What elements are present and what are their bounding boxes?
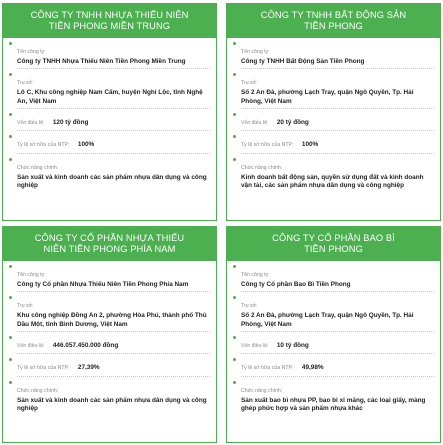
field-value: 20 tỷ đồng — [276, 118, 309, 126]
bullet-icon — [9, 358, 12, 361]
ownership-field — [233, 133, 434, 154]
bullet-icon — [233, 42, 236, 45]
field-label: Tên công ty: — [17, 49, 46, 55]
field-value: 446.057.450.000 đồng — [52, 341, 119, 349]
field-value: Sản xuất và kinh doanh các sản phẩm nhựa dân dụng và công nghiệp — [17, 173, 207, 190]
bullet-icon — [9, 42, 12, 45]
field-label: Trụ sở: — [241, 303, 258, 310]
bullet-icon — [233, 358, 236, 361]
bullet-icon — [9, 265, 12, 268]
capital-field — [233, 334, 434, 355]
field-label: Chức năng chính: — [241, 164, 283, 171]
field-label: Tên công ty: — [241, 49, 270, 55]
ownership-field — [233, 356, 434, 377]
subsidiary-card-bao-bi — [226, 226, 441, 443]
company-name-field — [9, 40, 210, 69]
field-value: Số 2 An Đà, phường Lạch Tray, quận Ngô Quyền, Tp. Hải Phòng, Việt Nam — [241, 312, 414, 328]
field-label: Trụ sở: — [17, 80, 34, 87]
bullet-icon — [9, 336, 12, 339]
field-label: Trụ sở: — [241, 80, 258, 87]
field-label: Trụ sở: — [17, 303, 34, 310]
bullet-icon — [233, 296, 236, 299]
business-field — [233, 156, 434, 191]
address-field — [9, 294, 210, 332]
company-name-field — [233, 40, 434, 69]
bullet-icon — [9, 158, 12, 161]
field-value: Công ty TNHH Bất Động Sản Tiền Phong — [241, 58, 365, 65]
bullet-icon — [9, 135, 12, 138]
field-label: Tên công ty: — [17, 272, 46, 278]
bullet-icon — [233, 336, 236, 339]
field-value: 27,39% — [77, 364, 100, 372]
field-value: Số 2 An Đà, phường Lạch Tray, quận Ngô Quyền, Tp. Hải Phòng, Việt Nam — [241, 89, 414, 105]
field-value: 49,98% — [301, 364, 324, 372]
business-field — [233, 379, 434, 414]
bullet-icon — [233, 381, 236, 384]
field-label: Tỷ lệ sở hữu của NTP: — [241, 142, 294, 149]
field-label: Vốn điều lệ: — [17, 119, 45, 126]
bullet-icon — [233, 113, 236, 116]
field-value: 100% — [301, 141, 319, 149]
field-value: 120 tỷ đồng — [52, 118, 89, 126]
field-label: Tỷ lệ sở hữu của NTP: — [241, 365, 294, 372]
business-field — [9, 379, 210, 414]
bullet-icon — [233, 73, 236, 76]
field-label: Chức năng chính: — [241, 387, 283, 394]
bullet-icon — [9, 113, 12, 116]
card-title: CÔNG TY TNHH BẤT ĐỘNG SẢN TIỀN PHONG — [227, 4, 440, 38]
card-title: CÔNG TY CỔ PHẦN BAO BÌ TIỀN PHONG — [227, 227, 440, 261]
capital-field — [9, 111, 210, 132]
field-label: Tỷ lệ sở hữu của NTP: — [17, 365, 70, 372]
field-label: Chức năng chính: — [17, 387, 59, 394]
field-value: Lô C, Khu công nghiệp Nam Cấm, huyện Nghi Lộc, tỉnh Nghệ An, Việt Nam — [17, 89, 203, 105]
field-value: Khu công nghiệp Đồng An 2, phường Hòa Phú, thành phố Thủ Dầu Một, tỉnh Bình Dương, Việt Nam — [17, 312, 207, 328]
field-value: Sản xuất bao bì nhựa PP, bao bì xi măng, các loại giấy, màng ghép phức hợp và sản phẩm nhựa khác — [241, 396, 426, 413]
field-label: Tỷ lệ sở hữu của NTP: — [17, 142, 70, 149]
bullet-icon — [233, 158, 236, 161]
field-label: Vốn điều lệ: — [241, 342, 269, 349]
subsidiary-card-phia-nam — [2, 226, 217, 443]
field-value: Kinh doanh bất động sản, quyền sử dụng đất và kinh doanh vận tải, các sản phẩm nhựa dân dụng và công nghiệp — [241, 173, 424, 190]
field-value: Công ty Cổ phần Bao Bì Tiền Phong — [241, 281, 351, 288]
ownership-field — [9, 133, 210, 154]
company-name-field — [9, 263, 210, 292]
bullet-icon — [9, 73, 12, 76]
subsidiary-card-bat-dong-san — [226, 3, 441, 221]
field-value: Công ty TNHH Nhựa Thiếu Niên Tiền Phong Miền Trung — [17, 58, 186, 65]
business-field — [9, 156, 210, 191]
field-label: Vốn điều lệ: — [241, 119, 269, 126]
bullet-icon — [9, 381, 12, 384]
card-title: CÔNG TY CỔ PHẦN NHỰA THIẾU NIÊN TIỀN PHONG PHÍA NAM — [3, 227, 216, 261]
field-value: Công ty Cổ phần Nhựa Thiếu Niên Tiền Phong Phía Nam — [17, 281, 189, 288]
address-field — [233, 71, 434, 109]
subsidiary-card-mien-trung — [2, 3, 217, 221]
address-field — [233, 294, 434, 332]
address-field — [9, 71, 210, 109]
field-label: Tên công ty: — [241, 272, 270, 278]
field-label: Vốn điều lệ: — [17, 342, 45, 349]
field-value: Sản xuất và kinh doanh các sản phẩm nhựa dân dụng và công nghiệp — [17, 396, 207, 413]
ownership-field — [9, 356, 210, 377]
capital-field — [9, 334, 210, 355]
bullet-icon — [233, 265, 236, 268]
bullet-icon — [9, 296, 12, 299]
company-name-field — [233, 263, 434, 292]
capital-field — [233, 111, 434, 132]
bullet-icon — [233, 135, 236, 138]
field-label: Chức năng chính: — [17, 164, 59, 171]
card-title: CÔNG TY TNHH NHỰA THIẾU NIÊN TIỀN PHONG MIỀN TRUNG — [3, 4, 216, 38]
field-value: 100% — [77, 141, 95, 149]
field-value: 10 tỷ đồng — [276, 341, 309, 349]
